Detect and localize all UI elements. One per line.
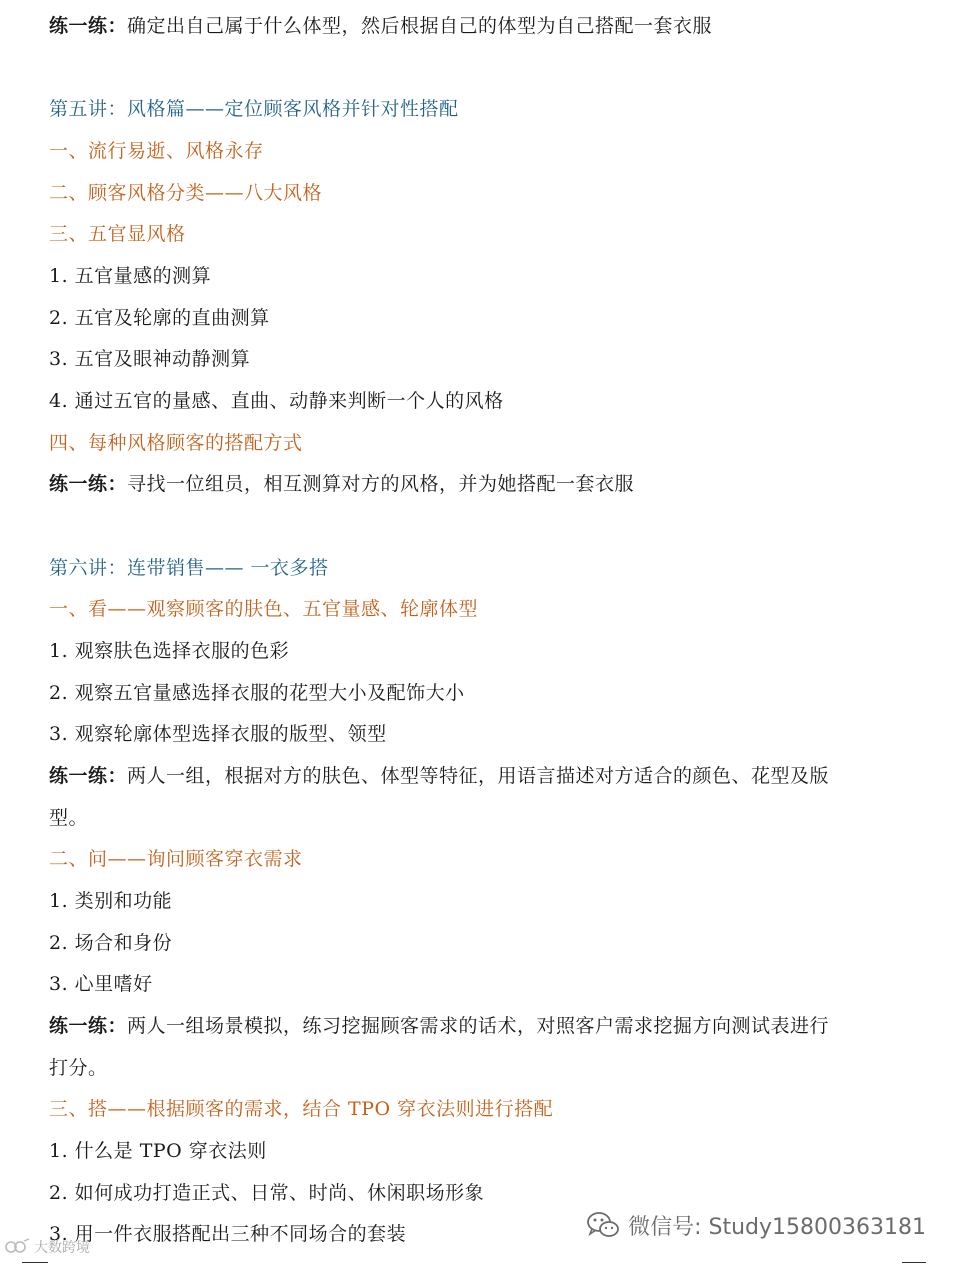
exercise-label: 练一练：	[49, 765, 128, 787]
list-item: 3. 观察轮廓体型选择衣服的版型、领型	[49, 723, 387, 745]
page-corner-mark	[22, 1262, 48, 1263]
logo-icon	[4, 1237, 30, 1257]
list-item: 3. 心里嗜好	[49, 973, 153, 995]
exercise-label: 练一练：	[49, 473, 128, 495]
section-heading: 二、问——询问顾客穿衣需求	[49, 848, 303, 870]
exercise-text: 寻找一位组员，相互测算对方的风格，并为她搭配一套衣服	[127, 473, 635, 495]
exercise-line-4	[49, 1014, 916, 1038]
exercise-text: 两人一组，根据对方的肤色、体型等特征，用语言描述对方适合的颜色、花型及版	[127, 765, 830, 787]
section-heading: 四、每种风格顾客的搭配方式	[49, 432, 303, 454]
watermark-text: 微信号: Study15800363181	[628, 1214, 926, 1240]
list-item: 3. 五官及眼神动静测算	[49, 348, 251, 370]
list-item: 4. 通过五官的量感、直曲、动静来判断一个人的风格	[49, 390, 504, 412]
list-item: 1. 五官量感的测算	[49, 265, 212, 287]
lecture-6-heading: 第六讲：连带销售—— 一衣多搭	[49, 557, 329, 579]
section-heading: 一、看——观察顾客的肤色、五官量感、轮廓体型	[49, 598, 479, 620]
logo-text: 大数跨境	[34, 1240, 90, 1256]
list-item: 2. 场合和身份	[49, 932, 173, 954]
corner-logo	[4, 1236, 90, 1258]
section-heading: 一、流行易逝、风格永存	[49, 140, 264, 162]
exercise-line-1	[49, 14, 916, 38]
exercise-line-2	[49, 472, 916, 496]
wechat-watermark	[586, 1208, 926, 1242]
exercise-text: 确定出自己属于什么体型，然后根据自己的体型为自己搭配一套衣服	[127, 15, 713, 37]
lecture-5-heading: 第五讲：风格篇——定位顾客风格并针对性搭配	[49, 98, 459, 120]
list-item: 2. 观察五官量感选择衣服的花型大小及配饰大小	[49, 682, 465, 704]
list-item: 2. 五官及轮廓的直曲测算	[49, 307, 270, 329]
list-item: 1. 类别和功能	[49, 890, 173, 912]
exercise-line-3	[49, 764, 916, 788]
page-corner-mark	[902, 1262, 926, 1263]
list-item: 2. 如何成功打造正式、日常、时尚、休闲职场形象	[49, 1182, 485, 1204]
exercise-label: 练一练：	[49, 1015, 128, 1037]
exercise-continuation: 型。	[49, 807, 89, 829]
section-heading: 三、五官显风格	[49, 223, 186, 245]
exercise-text: 两人一组场景模拟，练习挖掘顾客需求的话术，对照客户需求挖掘方向测试表进行	[127, 1015, 830, 1037]
exercise-label: 练一练：	[49, 15, 128, 37]
section-heading: 二、顾客风格分类——八大风格	[49, 182, 323, 204]
exercise-continuation: 打分。	[49, 1057, 108, 1079]
list-item: 1. 什么是 TPO 穿衣法则	[49, 1140, 267, 1162]
section-heading: 三、搭——根据顾客的需求，结合 TPO 穿衣法则进行搭配	[49, 1098, 554, 1120]
wechat-icon	[586, 1211, 620, 1239]
list-item: 1. 观察肤色选择衣服的色彩	[49, 640, 290, 662]
list-item: 3. 用一件衣服搭配出三种不同场合的套装	[49, 1223, 407, 1245]
